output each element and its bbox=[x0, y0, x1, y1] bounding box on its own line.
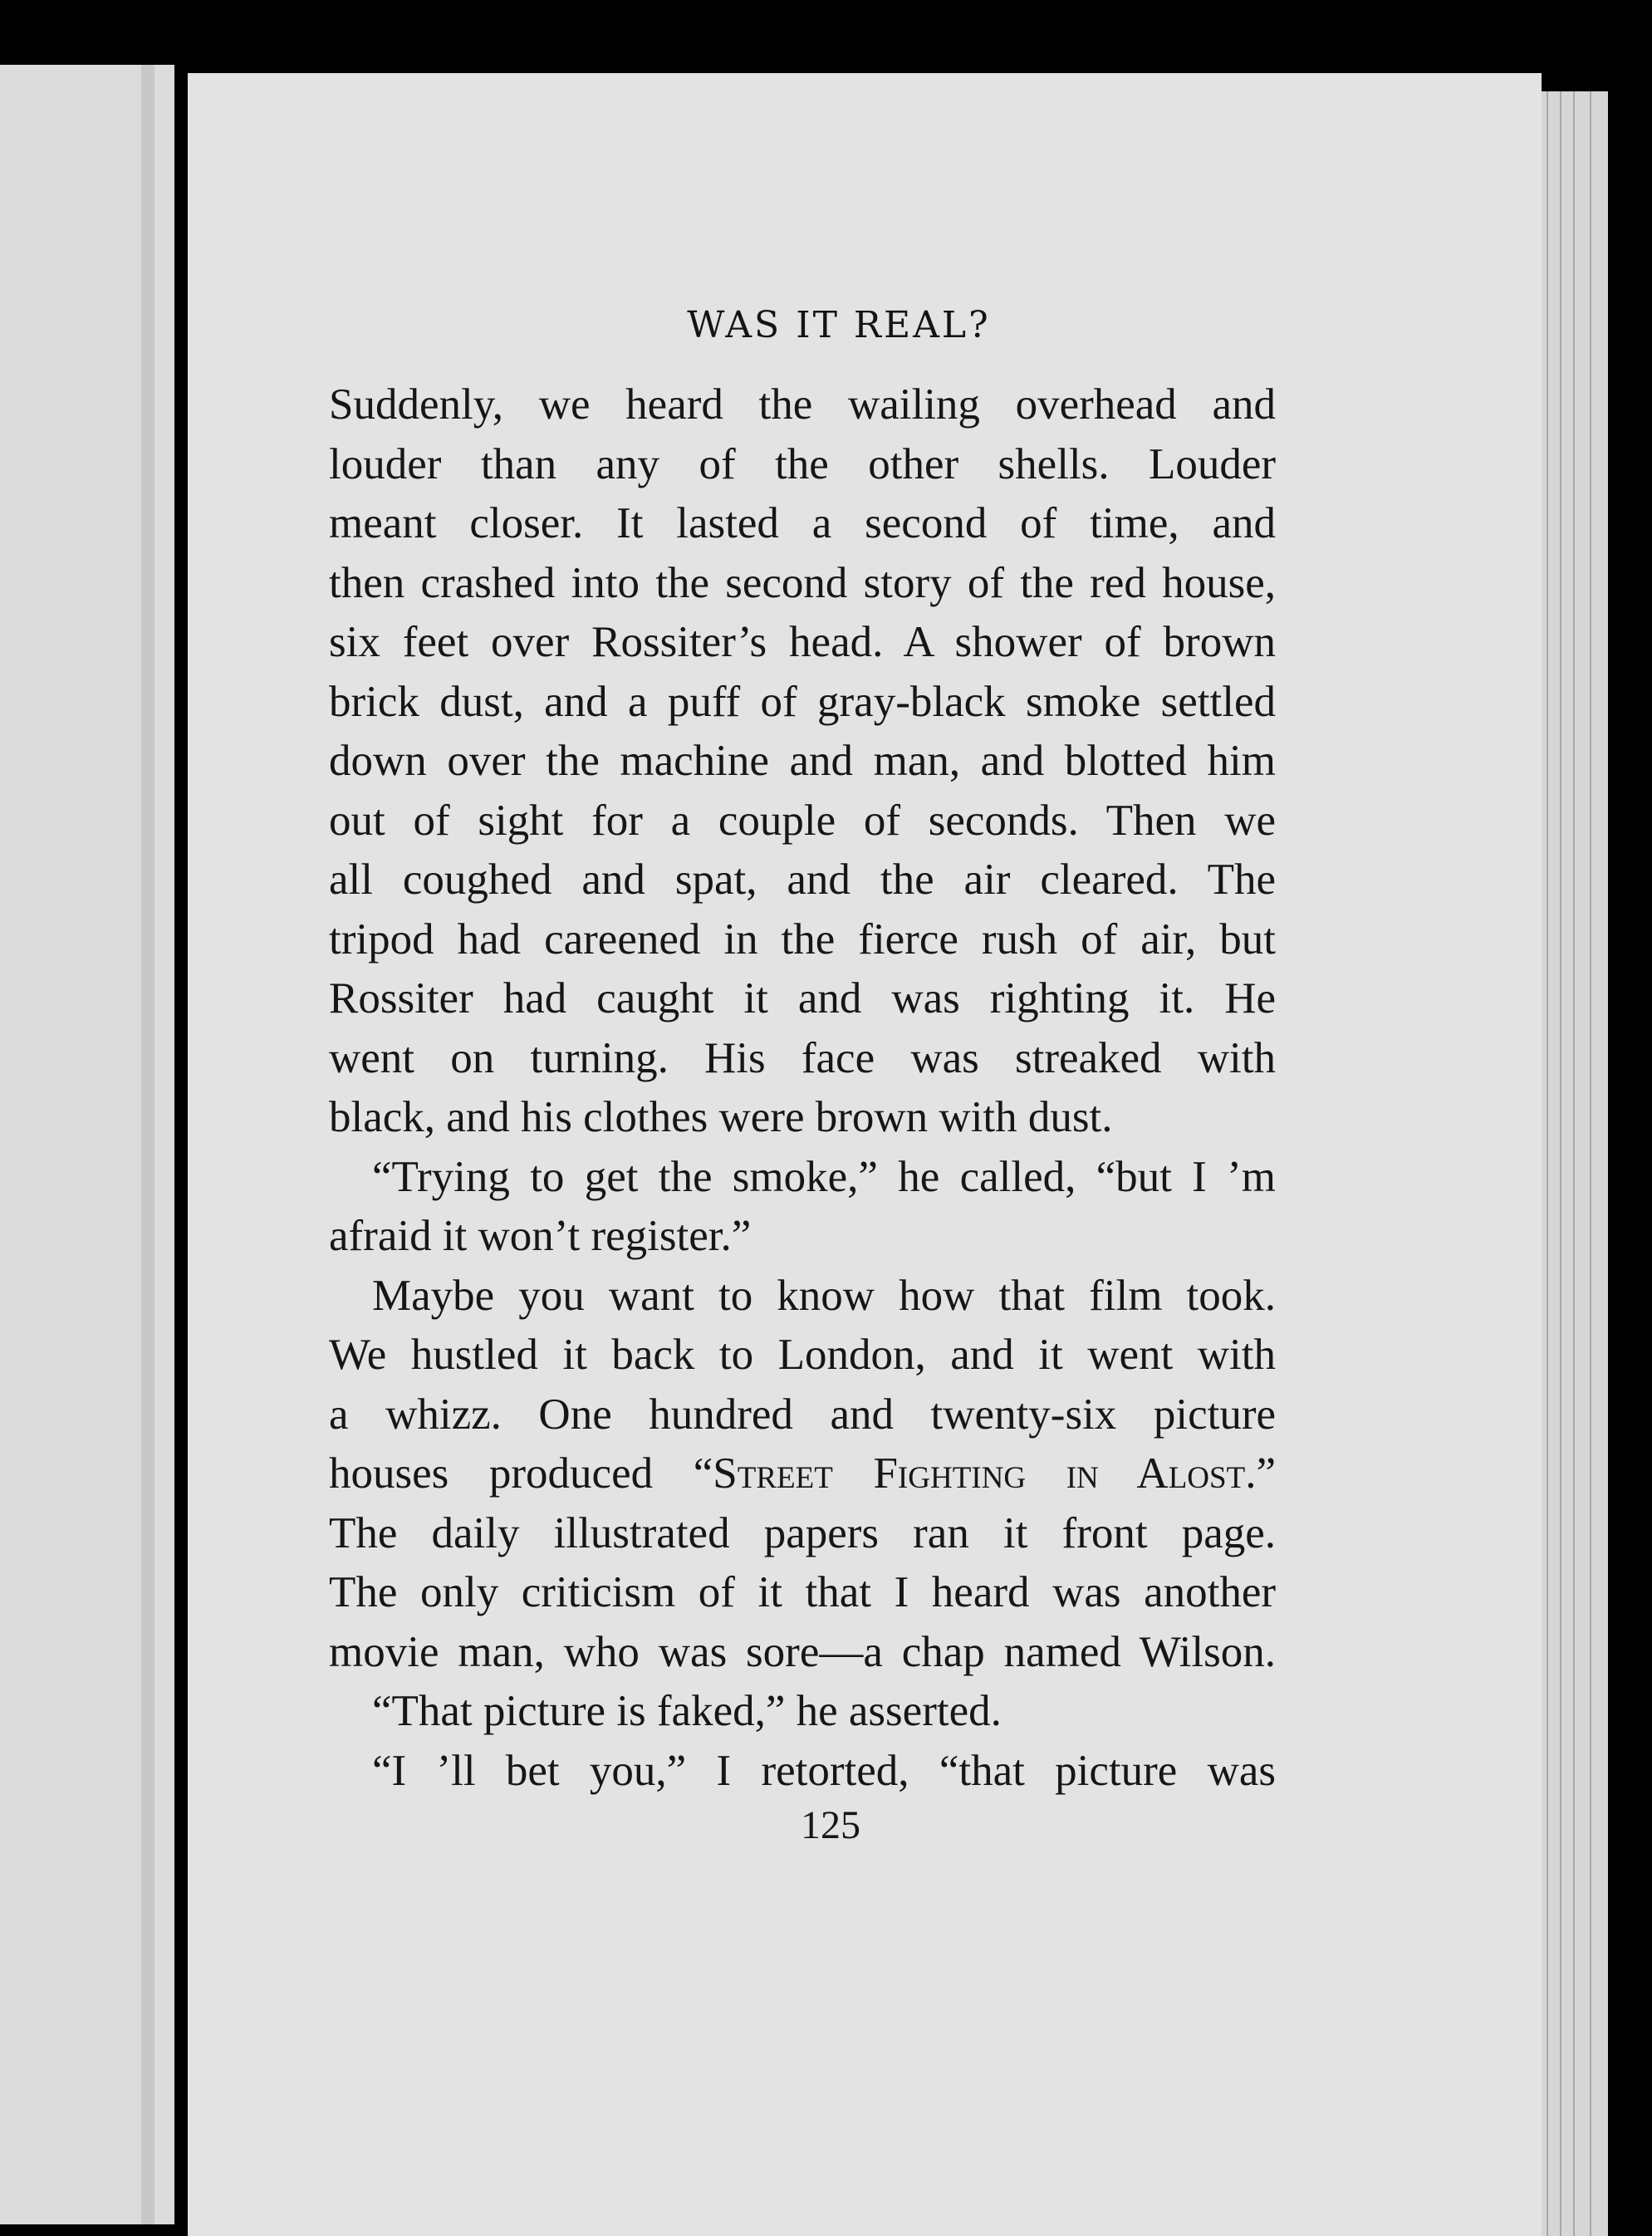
page-stack-edges bbox=[1542, 91, 1608, 2236]
body-text bbox=[329, 375, 1276, 1801]
text-line: louder than any of the other shells. Louder bbox=[329, 439, 1276, 488]
page-number: 125 bbox=[801, 1803, 860, 1847]
text-line: movie man, who was sore—a chap named Wilson. bbox=[329, 1627, 1276, 1676]
text-line: all coughed and spat, and the air cleared. The bbox=[329, 856, 1276, 904]
text-line: “That picture is faked,” he asserted. bbox=[372, 1687, 1002, 1735]
text-line bbox=[329, 1444, 1276, 1504]
page-edge-line bbox=[1547, 91, 1548, 2236]
film-title: Street Fighting in Alost. bbox=[713, 1449, 1257, 1498]
text-line: then crashed into the second story of the red house, bbox=[329, 558, 1276, 607]
text-line: black, and his clothes were brown with dust. bbox=[329, 1093, 1113, 1141]
text-line: down over the machine and man, and blotted him bbox=[329, 737, 1276, 785]
text-line: afraid it won’t register.” bbox=[329, 1212, 752, 1260]
text-line: Maybe you want to know how that film took. bbox=[372, 1271, 1276, 1320]
running-head: WAS IT REAL? bbox=[687, 304, 991, 346]
page-edge-line bbox=[1573, 91, 1575, 2236]
facing-page-shadow bbox=[141, 65, 154, 2224]
text-line: tripod had careened in the fierce rush of air, but bbox=[329, 915, 1276, 964]
text-line: Suddenly, we heard the wailing overhead and bbox=[329, 380, 1276, 429]
text-line: went on turning. His face was streaked with bbox=[329, 1033, 1276, 1082]
text-line: meant closer. It lasted a second of time, and bbox=[329, 499, 1276, 547]
text-line: The only criticism of it that I heard was another bbox=[329, 1568, 1276, 1616]
text-line: a whizz. One hundred and twenty-six picture bbox=[329, 1390, 1276, 1439]
text-line: “Trying to get the smoke,” he called, “but I ’m bbox=[372, 1152, 1276, 1201]
text-line: “I ’ll bet you,” I retorted, “that picture was bbox=[372, 1746, 1276, 1795]
text-line: We hustled it back to London, and it went with bbox=[329, 1331, 1276, 1379]
page-edge-line bbox=[1590, 91, 1591, 2236]
page-edge-line bbox=[1560, 91, 1561, 2236]
text-run: ” bbox=[1256, 1449, 1276, 1498]
text-line: brick dust, and a puff of gray-black smoke settled bbox=[329, 677, 1276, 726]
text-run: houses produced “ bbox=[329, 1449, 713, 1498]
text-line: out of sight for a couple of seconds. Then we bbox=[329, 796, 1276, 845]
text-line: six feet over Rossiter’s head. A shower of brown bbox=[329, 618, 1276, 666]
text-line: The daily illustrated papers ran it front page. bbox=[329, 1508, 1276, 1557]
text-line: Rossiter had caught it and was righting it. He bbox=[329, 974, 1276, 1022]
